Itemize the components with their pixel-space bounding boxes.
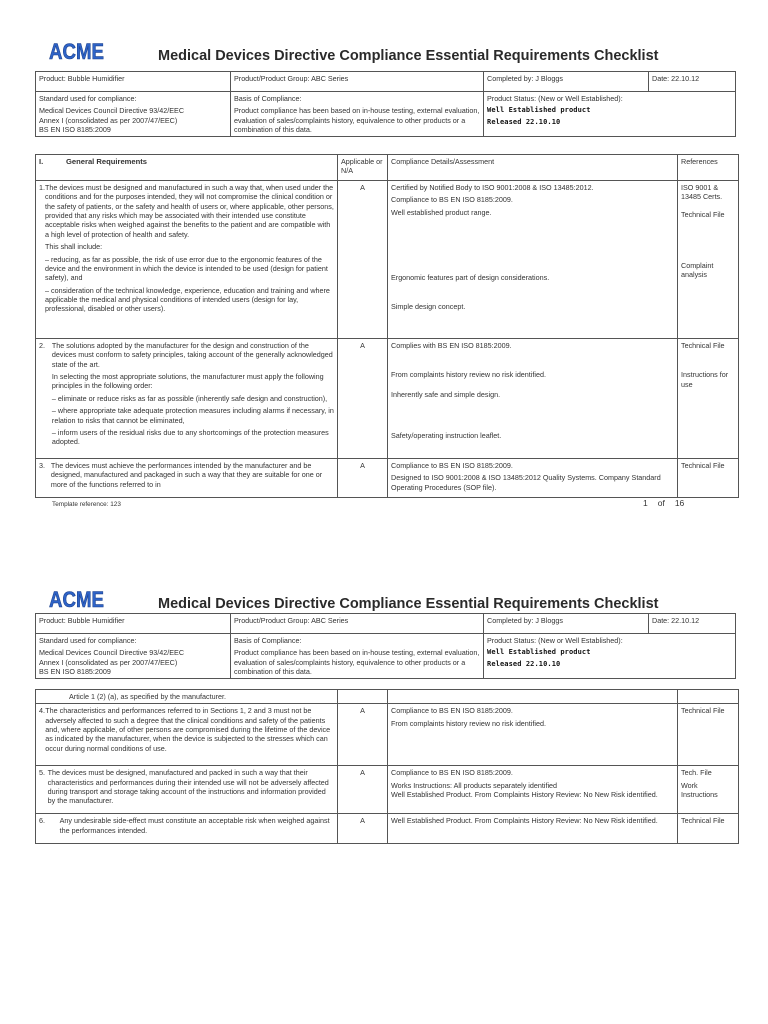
compliance-cell [388, 690, 678, 704]
page-counter [643, 498, 694, 508]
reference-text: Technical File [681, 209, 725, 219]
basis-label: Basis of Compliance: [234, 636, 302, 645]
standard-line: Medical Devices Council Directive 93/42/EEC [39, 106, 185, 116]
references-cell [678, 814, 739, 844]
requirement-number: 1. [39, 183, 45, 192]
table-row [36, 459, 739, 498]
requirements-table [35, 154, 739, 498]
requirement-text: – where appropriate take adequate protection measures including alarms if necessary, in relation to risks that cannot be eliminated, [51, 406, 334, 425]
references-cell [678, 459, 739, 498]
references-cell [678, 766, 739, 814]
applicable-cell: A [338, 459, 388, 498]
standard-cell [36, 92, 231, 137]
status-handwritten: Released 22.10.10 [487, 118, 561, 127]
status-label: Product Status: (New or Well Established): [487, 636, 623, 645]
standard-line: BS EN ISO 8185:2009 [39, 125, 111, 135]
standard-line: BS EN ISO 8185:2009 [39, 667, 111, 677]
standard-line: Annex I (consolidated as per 2007/47/EEC) [39, 657, 178, 667]
requirement-cell [36, 766, 338, 814]
compliance-text: Well Established Product. From Complaints History Review: No New Risk identified. [391, 816, 658, 826]
standard-line: Medical Devices Council Directive 93/42/EEC [39, 648, 185, 658]
page-header [0, 30, 768, 70]
applicable-cell: A [338, 704, 388, 766]
page-header [0, 578, 768, 618]
requirement-text: – consideration of the technical knowledge, experience, education and training and where applicable the medical and physical conditions of intended users (design for lay, professional, disabled or other users). [45, 285, 330, 314]
standard-label: Standard used for compliance: [39, 94, 137, 103]
references-header: References [678, 155, 739, 181]
compliance-text: Compliance to BS EN ISO 8185:2009. [391, 461, 513, 470]
requirement-text: – reducing, as far as possible, the risk of use error due to the ergonomic features of the device and the environment in which the device is intended to be used (design for patient safety), and [45, 254, 328, 283]
acme-logo [49, 40, 105, 62]
compliance-text: Safety/operating instruction leaflet. [391, 431, 502, 441]
compliance-header: Compliance Details/Assessment [388, 155, 678, 181]
requirement-cell [36, 181, 338, 339]
requirement-text: The solutions adopted by the manufacturer for the design and construction of the devices must conform to safety principles, taking account of the generally acknowledged state of the art. [51, 341, 333, 369]
requirement-text: – inform users of the residual risks due to any shortcomings of the protection measures adopted. [51, 427, 329, 447]
status-handwritten: Well Established product [487, 648, 591, 657]
table-row [36, 704, 739, 766]
product-group-cell: Product/Product Group: ABC Series [231, 614, 484, 634]
basis-cell [231, 92, 484, 137]
basis-text: Product compliance has been based on in-house testing, external evaluation, evaluation of sales/complaints history, equivalence to other products or a combination of this data. [234, 648, 480, 677]
compliance-text: Ergonomic features part of design considerations. [391, 273, 550, 283]
compliance-text: Certified by Notified Body to ISO 9001:2008 & ISO 13485:2012. [391, 183, 594, 192]
compliance-cell [388, 339, 678, 459]
standard-cell [36, 634, 231, 679]
requirement-text: Article 1 (2) (a), as specified by the manufacturer. [69, 692, 226, 701]
table-row [36, 814, 739, 844]
logo-text: ACME [49, 587, 104, 612]
basis-label: Basis of Compliance: [234, 94, 302, 103]
compliance-text: Simple design concept. [391, 302, 466, 312]
requirements-table [35, 689, 739, 844]
compliance-text: Designed to ISO 9001:2008 & ISO 13485:2012 Quality Systems. Company Standard Operating Procedures (SOP file). [391, 473, 661, 492]
template-reference: Template reference: 123 [52, 501, 121, 508]
page-total: 16 [674, 498, 685, 508]
reference-text: Work Instructions [681, 780, 718, 800]
requirement-number: 5. [39, 768, 45, 778]
references-cell [678, 704, 739, 766]
page-number: 1 [643, 498, 648, 508]
references-cell [678, 339, 739, 459]
basis-text: Product compliance has been based on in-house testing, external evaluation, evaluation of sales/complaints history, equivalence to other products or a combination of this data. [234, 106, 480, 135]
compliance-text: Well Established Product. From Complaints History Review: No New Risk identified. [391, 790, 658, 800]
compliance-text: Compliance to BS EN ISO 8185:2009. [391, 195, 513, 205]
reference-text: ISO 9001 & 13485 Certs. [681, 183, 723, 202]
reference-text: Technical File [681, 341, 725, 350]
requirement-number: 2. [39, 341, 45, 350]
applicable-header: Applicable or N/A [338, 155, 388, 181]
logo-text: ACME [49, 39, 104, 64]
references-cell [678, 181, 739, 339]
requirement-text: In selecting the most appropriate solutions, the manufacturer must apply the following principles in the following order: [51, 372, 324, 391]
standard-label: Standard used for compliance: [39, 636, 137, 645]
applicable-cell: A [338, 814, 388, 844]
requirement-cell [36, 690, 338, 704]
reference-text: Technical File [681, 816, 725, 826]
document-page-2 [0, 578, 768, 835]
requirement-text: This shall include: [45, 242, 103, 252]
applicable-cell: A [338, 181, 388, 339]
basis-cell [231, 634, 484, 679]
compliance-text: Compliance to BS EN ISO 8185:2009. [391, 768, 513, 778]
reference-text: Complaint analysis [681, 261, 714, 280]
compliance-cell [388, 459, 678, 498]
table-row [36, 766, 739, 814]
info-table [35, 613, 736, 679]
info-table [35, 71, 736, 137]
requirement-cell [36, 339, 338, 459]
completed-by-cell: Completed by: J Bloggs [484, 614, 649, 634]
applicable-cell: A [338, 339, 388, 459]
applicable-cell: A [338, 766, 388, 814]
requirement-text: The characteristics and performances referred to in Sections 1, 2 and 3 must not be adversely affected to such a degree that the clinical conditions and safety of the patients and, where applicable, of other persons are compromised during the lifetime of the device as indicated by the manufacturer, when the device is subjected to the stresses which can occur during normal conditions of use. [45, 706, 331, 753]
requirement-text: The devices must be designed and manufactured in such a way that, when used under the conditions and for the purposes intended, they will not compromise the clinical condition or the safety of patients, or the safety and health of users or, where applicable, other persons, provided that any risks which may be associated with their intended use constitute acceptable risks when weighed against the benefits to the patient and are compatible with a high level of protection of health and safety. [45, 183, 334, 239]
compliance-text: Inherently safe and simple design. [391, 389, 501, 399]
requirement-number: 6. [39, 816, 45, 826]
product-group-cell: Product/Product Group: ABC Series [231, 72, 484, 92]
requirement-text: Any undesirable side-effect must constitute an acceptable risk when weighed against the performances intended. [59, 816, 330, 835]
section-number: I. [39, 157, 44, 166]
table-row [36, 690, 739, 704]
table-row [36, 339, 739, 459]
section-header [36, 155, 338, 181]
compliance-text: Well established product range. [391, 207, 492, 217]
requirement-text: The devices must be designed, manufactured and packed in such a way that their characteristics and performances during their intended use will not be adversely affected during transport and storage taking account of the instructions and information provided by the manufacturer. [47, 768, 329, 806]
reference-text: Technical File [681, 706, 725, 716]
applicable-cell [338, 690, 388, 704]
requirement-text: The devices must achieve the performances intended by the manufacturer and be designed, manufactured and packaged in such a way that they are suitable for one or more of the functions referred to in [50, 461, 323, 489]
compliance-text: Compliance to BS EN ISO 8185:2009. [391, 706, 513, 716]
product-cell: Product: Bubble Humidifier [36, 614, 231, 634]
requirement-number: 3. [39, 461, 45, 470]
status-handwritten: Well Established product [487, 106, 591, 115]
status-cell [484, 92, 736, 137]
compliance-cell [388, 814, 678, 844]
compliance-text: Works Instructions: All products separately identified [391, 780, 558, 790]
document-title: Medical Devices Directive Compliance Essential Requirements Checklist [158, 48, 659, 64]
compliance-cell [388, 181, 678, 339]
status-handwritten: Released 22.10.10 [487, 660, 561, 669]
standard-line: Annex I (consolidated as per 2007/47/EEC) [39, 115, 178, 125]
requirement-text: – eliminate or reduce risks as far as possible (inherently safe design and construction), [51, 393, 328, 403]
acme-logo [49, 588, 105, 610]
references-cell [678, 690, 739, 704]
requirement-number: 4. [39, 706, 45, 716]
completed-by-cell: Completed by: J Bloggs [484, 72, 649, 92]
table-header-row [36, 155, 739, 181]
document-title: Medical Devices Directive Compliance Essential Requirements Checklist [158, 596, 659, 612]
compliance-cell [388, 704, 678, 766]
product-cell: Product: Bubble Humidifier [36, 72, 231, 92]
reference-text: Instructions for use [681, 370, 729, 389]
status-cell [484, 634, 736, 679]
status-label: Product Status: (New or Well Established): [487, 94, 623, 103]
table-row [36, 181, 739, 339]
requirement-cell [36, 459, 338, 498]
compliance-cell [388, 766, 678, 814]
requirement-cell [36, 704, 338, 766]
compliance-text: Complies with BS EN ISO 8185:2009. [391, 341, 512, 350]
date-cell: Date: 22.10.12 [649, 614, 736, 634]
requirement-cell [36, 814, 338, 844]
document-page-1 [0, 30, 768, 508]
date-cell: Date: 22.10.12 [649, 72, 736, 92]
compliance-text: From complaints history review no risk identified. [391, 370, 546, 380]
reference-text: Technical File [681, 461, 725, 470]
compliance-text: From complaints history review no risk identified. [391, 718, 546, 728]
page-of: of [657, 498, 665, 508]
reference-text: Tech. File [681, 768, 712, 778]
section-title: General Requirements [66, 157, 148, 166]
